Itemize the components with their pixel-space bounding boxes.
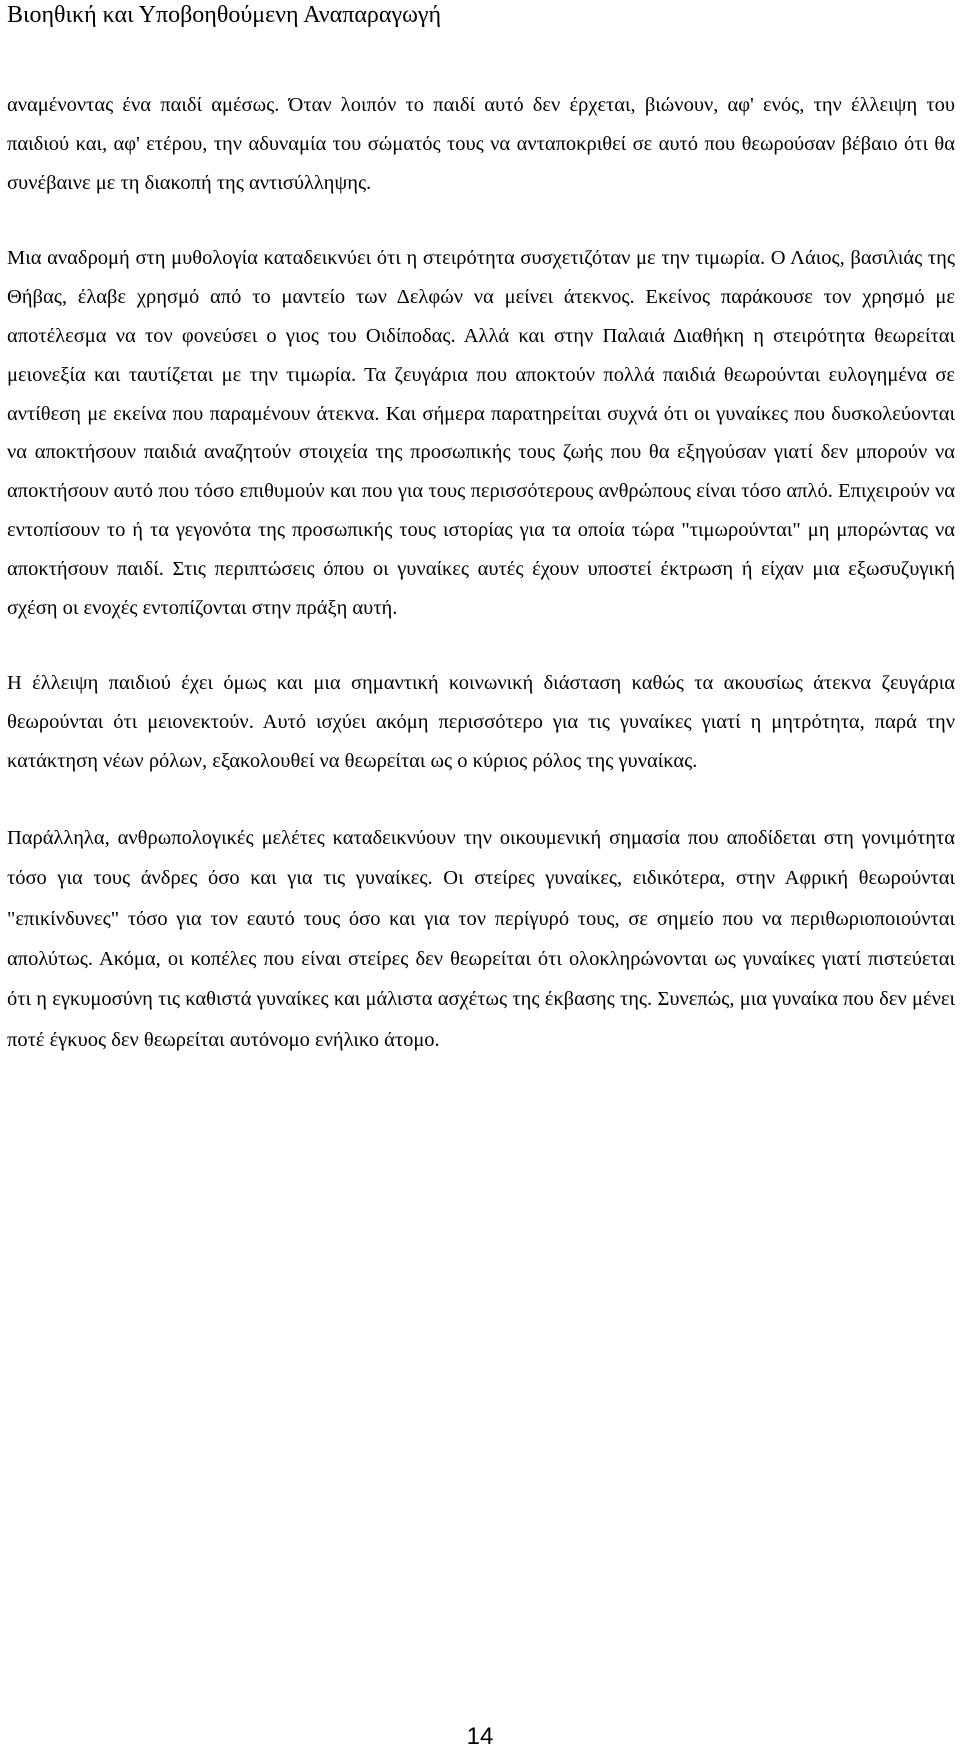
page-number: 14 <box>466 1723 494 1750</box>
paragraph: Παράλληλα, ανθρωπολογικές μελέτες καταδεικνύουν την οικουμενική σημασία που αποδίδεται στη γονιμότητα τόσο για τους άνδρες όσο και για τις γυναίκες. Οι στείρες γυναίκες, ειδικότερα, στην Αφρική θεωρούνται "επικίνδυνες" τόσο για τον εαυτό τους όσο και για τον περίγυρό τους, σε σημείο που να περιθωριοποιούνται απολύτως. Ακόμα, οι κοπέλες που είναι στείρες δεν θεωρείται ότι ολοκληρώνονται ως γυναίκες γιατί πιστεύεται ότι η εγκυμοσύνη τις καθιστά γυναίκες και μάλιστα ασχέτως της έκβασης της. Συνεπώς, μια γυναίκα που δεν μένει ποτέ έγκυος δεν θεωρείται αυτόνομο ενήλικο άτομο. <box>7 826 955 1051</box>
paragraph: Η έλλειψη παιδιού έχει όμως και μια σημαντική κοινωνική διάσταση καθώς τα ακουσίως άτεκνα ζευγάρια θεωρούνται ότι μειονεκτούν. Αυτό ισχύει ακόμη περισσότερο για τις γυναίκες γιατί η μητρότητα, παρά την κατάκτηση νέων ρόλων, εξακολουθεί να θεωρείται ως ο κύριος ρόλος της γυναίκας. <box>7 672 955 772</box>
body-text <box>7 86 955 1060</box>
paragraph: αναμένοντας ένα παιδί αμέσως. Όταν λοιπόν το παιδί αυτό δεν έρχεται, βιώνουν, αφ' ενός, την έλλειψη του παιδιού και, αφ' ετέρου, την αδυναμία του σώματός τους να ανταποκριθεί σε αυτό που θεωρούσαν βέβαιο ότι θα συνέβαινε με τη διακοπή της αντισύλληψης. <box>7 94 955 194</box>
paragraph: Μια αναδρομή στη μυθολογία καταδεικνύει ότι η στειρότητα συσχετιζόταν με την τιμωρία. Ο Λάιος, βασιλιάς της Θήβας, έλαβε χρησμό από το μαντείο των Δελφών να μείνει άτεκνος. Εκείνος παράκουσε τον χρησμό με αποτέλεσμα να τον φονεύσει ο γιος του Οιδίποδας. Αλλά και στην Παλαιά Διαθήκη η στειρότητα θεωρείται μειονεξία και ταυτίζεται με την τιμωρία. Τα ζευγάρια που αποκτούν πολλά παιδιά θεωρούνται ευλογημένα σε αντίθεση με εκείνα που παραμένουν άτεκνα. Και σήμερα παρατηρείται συχνά ότι οι γυναίκες που δυσκολεύονται να αποκτήσουν παιδιά αναζητούν στοιχεία της προσωπικής τους ζωής που θα εξηγούσαν γιατί δεν μπορούν να αποκτήσουν αυτό που τόσο επιθυμούν και που για τους περισσότερους ανθρώπους είναι τόσο απλό. Επιχειρούν να εντοπίσουν το ή τα γεγονότα της προσωπικής τους ιστορίας για τα οποία τώρα "τιμωρούνται" μη μπορώντας να αποκτήσουν παιδί. Στις περιπτώσεις όπου οι γυναίκες αυτές έχουν υποστεί έκτρωση ή είχαν μια εξωσυζυγική σχέση οι ενοχές εντοπίζονται στην πράξη αυτή. <box>7 247 955 619</box>
running-header: Βιοηθική και Υποβοηθούμενη Αναπαραγωγή <box>7 2 442 28</box>
